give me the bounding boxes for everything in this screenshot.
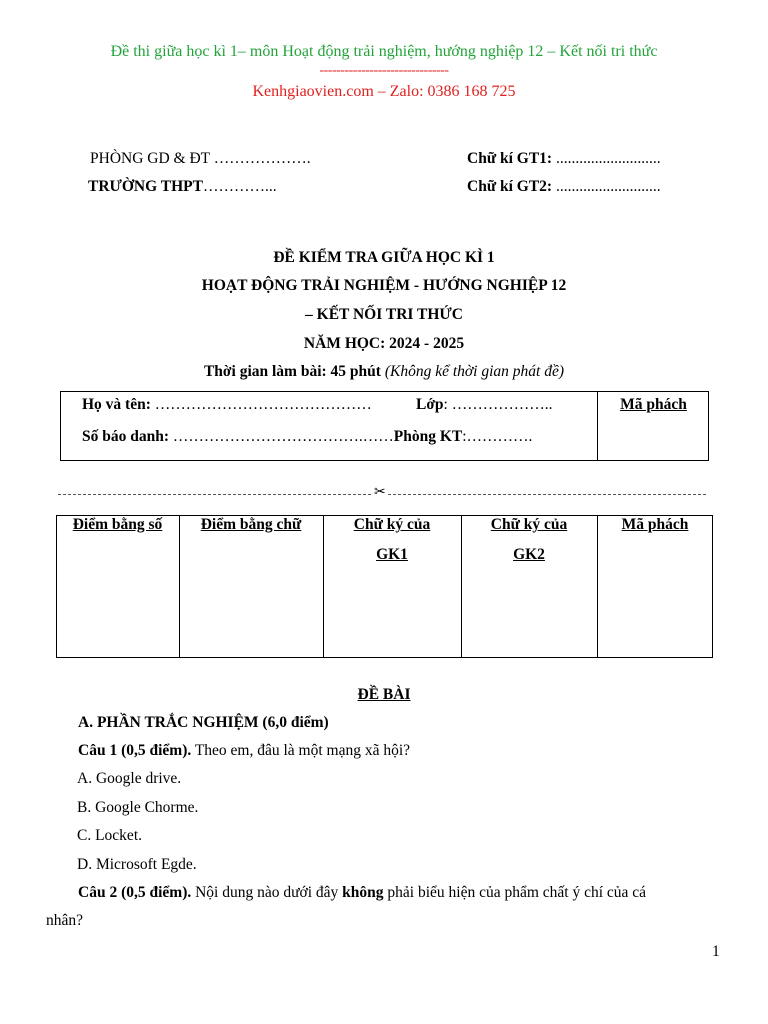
exam-heading: ĐỀ BÀI xyxy=(357,686,411,703)
section-a-title: A. PHẦN TRẮC NGHIỆM (6,0 điểm) xyxy=(78,714,329,731)
doc-header-title: Đề thi giữa học kì 1– môn Hoạt động trải nghiệm, hướng nghiệp 12 – Kết nối tri thức xyxy=(110,43,658,60)
truong-label: TRƯỜNG THPT…………... xyxy=(88,178,277,195)
gt1-signature: Chữ kí GT1: ........................... xyxy=(467,150,661,167)
phong-gd-label: PHÒNG GD & ĐT ………………. xyxy=(90,150,311,167)
score-header-gk2: Chữ ký của GK2 xyxy=(490,516,568,563)
page-number: 1 xyxy=(712,943,720,960)
q1-option-c: C. Locket. xyxy=(77,827,142,844)
question-2: Câu 2 (0,5 điểm). Nội dung nào dưới đây không phải biểu hiện của phẩm chất ý chí của cá xyxy=(78,884,647,901)
ma-phach-label: Mã phách xyxy=(620,396,687,413)
gt2-signature: Chữ kí GT2: ........................... xyxy=(467,178,661,195)
exam-title: ĐỀ KIỂM TRA GIỮA HỌC KÌ 1 xyxy=(273,249,495,266)
score-header-gk1: Chữ ký của GK1 xyxy=(353,516,431,563)
question-1: Câu 1 (0,5 điểm). Theo em, đâu là một mạng xã hội? xyxy=(78,742,411,759)
student-class-field: Lớp: ……………….. xyxy=(416,396,553,413)
q1-option-a: A. Google drive. xyxy=(77,770,182,787)
score-header-words: Điểm bằng chữ xyxy=(200,516,302,533)
student-name-field: Họ và tên: …………………………………… xyxy=(82,396,372,413)
q1-option-d: D. Microsoft Egde. xyxy=(77,856,197,873)
scissors-icon: ✂ xyxy=(374,485,386,500)
score-header-number: Điểm bằng số xyxy=(72,516,163,533)
exam-time: Thời gian làm bài: 45 phút (Không kể thời gian phát đề) xyxy=(203,363,565,380)
score-header-ma-phach: Mã phách xyxy=(621,516,689,533)
exam-series: – KẾT NỐI TRI THỨC xyxy=(305,306,463,323)
q1-option-b: B. Google Chorme. xyxy=(77,799,199,816)
exam-subject: HOẠT ĐỘNG TRẢI NGHIỆM - HƯỚNG NGHIỆP 12 xyxy=(201,277,567,294)
header-divider: ------------------------------- xyxy=(319,63,449,78)
exam-year: NĂM HỌC: 2024 - 2025 xyxy=(303,335,465,352)
question-2-continued: nhân? xyxy=(46,912,84,929)
student-sbd-field: Số báo danh: ……………………………….……Phòng KT:…………. xyxy=(82,428,533,445)
header-contact: Kenhgiaovien.com – Zalo: 0386 168 725 xyxy=(252,83,516,100)
